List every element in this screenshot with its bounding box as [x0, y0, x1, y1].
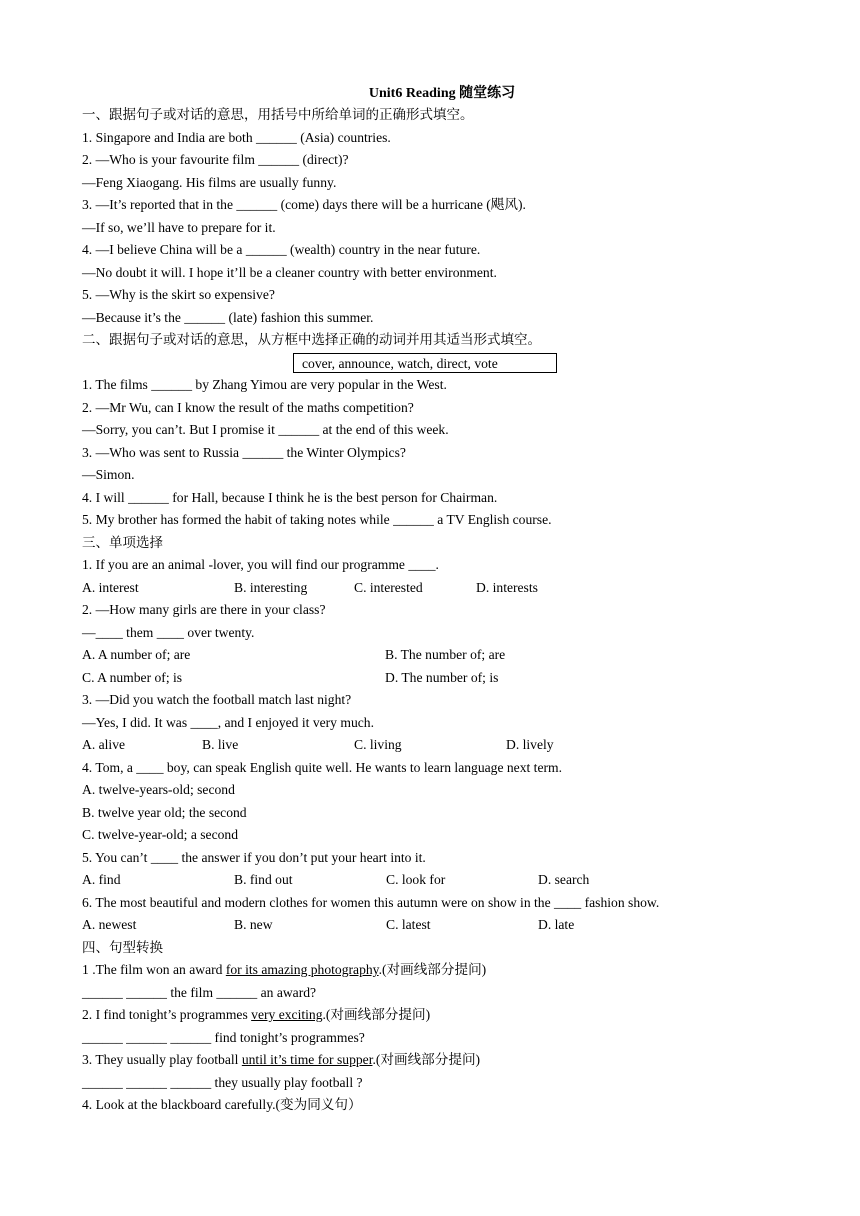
option: A. alive: [82, 737, 126, 752]
option: A. A number of; are: [82, 647, 191, 662]
sec2-line: 3. —Who was sent to Russia ______ the Winter Olympics?: [82, 444, 406, 460]
option: C. living: [354, 737, 402, 752]
transform-question-4: 4. Look at the blackboard carefully.(变为同义句）: [82, 1097, 362, 1112]
option: C. latest: [386, 917, 431, 932]
question-3: 3. —Did you watch the football match last night?: [82, 692, 352, 707]
text: .(对画线部分提问): [372, 1052, 481, 1067]
option: D. interests: [476, 579, 538, 595]
word-box: cover, announce, watch, direct, vote: [293, 353, 557, 373]
sec1-line: 3. —It’s reported that in the ______ (come) days there will be a hurricane (飓风).: [82, 197, 526, 212]
q1-options: [82, 577, 782, 600]
q3-options: [82, 734, 782, 757]
q6-options: [82, 914, 782, 937]
sec1-line: 2. —Who is your favourite film ______ (direct)?: [82, 152, 349, 167]
option: B. find out: [234, 872, 293, 887]
option: A. interest: [82, 579, 139, 595]
worksheet: [82, 84, 782, 1117]
q2-options-row-2: [82, 667, 782, 690]
transform-question-2: [82, 1004, 782, 1027]
text: .(对画线部分提问): [322, 1007, 431, 1022]
sec2-line: 2. —Mr Wu, can I know the result of the maths competition?: [82, 399, 414, 415]
sec1-line: —Because it’s the ______ (late) fashion this summer.: [82, 309, 374, 325]
option: B. live: [202, 737, 239, 752]
sec1-line: —If so, we’ll have to prepare for it.: [82, 219, 276, 235]
sec2-line: 1. The films ______ by Zhang Yimou are very popular in the West.: [82, 377, 447, 392]
transform-question-1: [82, 959, 782, 982]
text: 3. They usually play football: [82, 1052, 242, 1067]
sec2-line: 5. My brother has formed the habit of taking notes while ______ a TV English course.: [82, 512, 552, 527]
option: C. interested: [354, 579, 423, 595]
question-3-reply: —Yes, I did. It was ____, and I enjoyed it very much.: [82, 714, 374, 730]
question-1: 1. If you are an animal -lover, you will find our programme ____.: [82, 557, 439, 572]
option: A. newest: [82, 917, 137, 932]
section-4-heading: 四、句型转换: [82, 939, 163, 956]
option: B. twelve year old; the second: [82, 804, 247, 820]
sec2-line: —Sorry, you can’t. But I promise it ______ at the end of this week.: [82, 422, 449, 437]
underlined-part: very exciting: [251, 1007, 323, 1022]
option: B. The number of; are: [385, 647, 506, 662]
option: D. lively: [506, 737, 554, 752]
question-5: 5. You can’t ____ the answer if you don’t put your heart into it.: [82, 849, 426, 865]
answer-blanks: ______ ______ ______ find tonight’s programmes?: [82, 1029, 365, 1045]
option: D. late: [538, 917, 575, 932]
page-title: Unit6 Reading 随堂练习: [368, 86, 516, 101]
text: 1 .The film won an award: [82, 962, 226, 977]
option: C. twelve-year-old; a second: [82, 827, 238, 842]
option: D. The number of; is: [385, 669, 499, 685]
option: D. search: [538, 872, 590, 887]
option: C. look for: [386, 872, 446, 887]
option: A. find: [82, 872, 121, 887]
sec2-line: —Simon.: [82, 467, 135, 482]
option: B. interesting: [234, 579, 308, 595]
sec2-line: 4. I will ______ for Hall, because I think he is the best person for Chairman.: [82, 489, 498, 505]
question-6: 6. The most beautiful and modern clothes for women this autumn were on show in the ____ fashion show.: [82, 894, 660, 910]
option: C. A number of; is: [82, 669, 183, 685]
text: 2. I find tonight’s programmes: [82, 1007, 252, 1022]
answer-blanks: ______ ______ the film ______ an award?: [82, 984, 317, 1000]
option: A. twelve-years-old; second: [82, 782, 235, 797]
q2-options-row-1: [82, 644, 782, 667]
sec1-line: 4. —I believe China will be a ______ (wealth) country in the near future.: [82, 242, 481, 257]
option: B. new: [234, 917, 273, 932]
answer-blanks: ______ ______ ______ they usually play football ?: [82, 1074, 363, 1090]
question-4: 4. Tom, a ____ boy, can speak English quite well. He wants to learn language next term.: [82, 759, 562, 775]
sec1-line: 1. Singapore and India are both ______ (Asia) countries.: [82, 129, 391, 145]
sec1-line: —Feng Xiaogang. His films are usually funny.: [82, 174, 337, 190]
underlined-part: until it’s time for supper: [241, 1052, 373, 1067]
text: .(对画线部分提问): [378, 962, 487, 977]
sec1-line: 5. —Why is the skirt so expensive?: [82, 287, 275, 302]
sec1-line: —No doubt it will. I hope it’ll be a cleaner country with better environment.: [82, 264, 497, 280]
question-2: 2. —How many girls are there in your class?: [82, 602, 326, 617]
section-1-heading: 一、跟据句子或对话的意思，用括号中所给单词的正确形式填空。: [82, 107, 474, 123]
section-2-heading: 二、跟据句子或对话的意思，从方框中选择正确的动词并用其适当形式填空。: [82, 332, 541, 348]
q5-options: [82, 869, 782, 892]
underlined-part: for its amazing photography: [225, 962, 379, 977]
transform-question-3: [82, 1049, 782, 1072]
question-2-reply: —____ them ____ over twenty.: [82, 624, 255, 640]
section-3-heading: 三、单项选择: [82, 534, 163, 551]
